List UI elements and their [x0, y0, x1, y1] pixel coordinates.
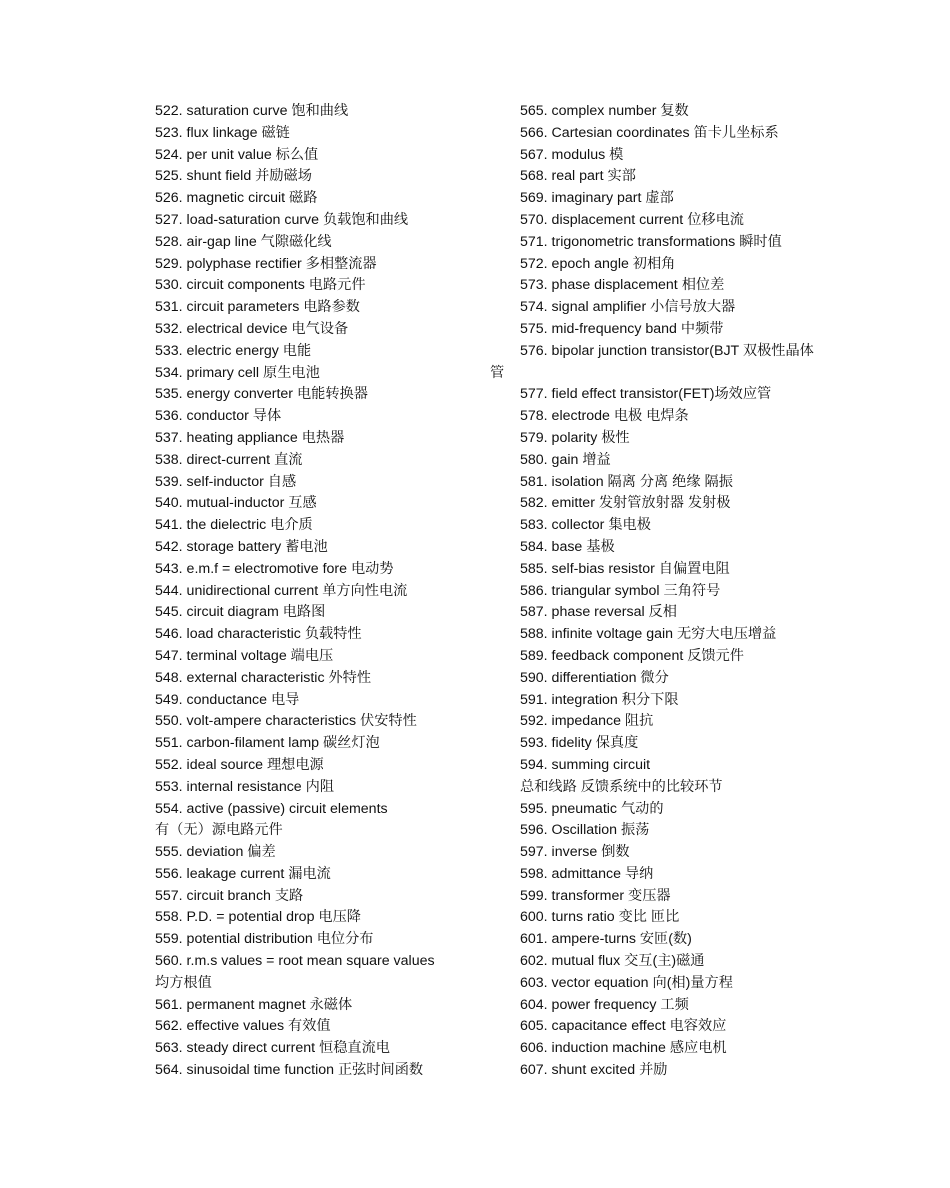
glossary-entry: 588. infinite voltage gain 无穷大电压增益: [520, 626, 777, 643]
glossary-entry: 566. Cartesian coordinates 笛卡儿坐标系: [520, 124, 779, 141]
glossary-entry: 576. bipolar junction transistor(BJT 双极性晶体: [520, 342, 814, 359]
glossary-entry: 540. mutual-inductor 互感: [155, 495, 317, 512]
right-glossary-column: [520, 101, 840, 1082]
wrapped-character: 管: [490, 365, 505, 381]
glossary-entry: 542. storage battery 蓄电池: [155, 538, 328, 555]
glossary-entry: 584. base 基极: [520, 538, 615, 555]
glossary-entry: 525. shunt field 并励磁场: [155, 168, 312, 185]
glossary-entry: 527. load-saturation curve 负载饱和曲线: [155, 211, 409, 228]
glossary-entry: 582. emitter 发射管放射器 发射极: [520, 495, 731, 512]
glossary-entry: 530. circuit components 电路元件: [155, 277, 366, 294]
glossary-entry: 599. transformer 变压器: [520, 887, 671, 904]
glossary-entry: 580. gain 增益: [520, 451, 611, 468]
glossary-entry: 552. ideal source 理想电源: [155, 756, 324, 773]
glossary-entry: 545. circuit diagram 电路图: [155, 604, 326, 621]
glossary-entry: 596. Oscillation 振荡: [520, 822, 650, 839]
glossary-entry: 568. real part 实部: [520, 168, 636, 185]
glossary-entry: 561. permanent magnet 永磁体: [155, 996, 353, 1013]
glossary-entry: 536. conductor 导体: [155, 408, 282, 425]
glossary-entry: 583. collector 集电极: [520, 517, 651, 534]
glossary-entry: 574. signal amplifier 小信号放大器: [520, 299, 736, 316]
glossary-entry: 570. displacement current 位移电流: [520, 211, 744, 228]
glossary-entry: 581. isolation 隔离 分离 绝缘 隔振: [520, 473, 733, 490]
glossary-entry: 541. the dielectric 电介质: [155, 517, 313, 534]
glossary-entry: 555. deviation 偏差: [155, 844, 276, 861]
glossary-entry: 598. admittance 导纳: [520, 865, 654, 882]
glossary-entry: 590. differentiation 微分: [520, 669, 669, 686]
glossary-entry: 557. circuit branch 支路: [155, 887, 304, 904]
glossary-entry: 539. self-inductor 自感: [155, 473, 297, 490]
glossary-entry: 579. polarity 极性: [520, 429, 630, 446]
glossary-entry: 573. phase displacement 相位差: [520, 277, 725, 294]
glossary-entry: 523. flux linkage 磁链: [155, 124, 290, 141]
glossary-entry: 559. potential distribution 电位分布: [155, 931, 374, 948]
glossary-entry: 558. P.D. = potential drop 电压降: [155, 909, 361, 926]
glossary-entry: 606. induction machine 感应电机: [520, 1040, 727, 1057]
glossary-entry: 587. phase reversal 反相: [520, 604, 677, 621]
glossary-entry: 554. active (passive) circuit elements: [155, 800, 388, 817]
glossary-entry: 565. complex number 复数: [520, 103, 689, 119]
glossary-entry: 563. steady direct current 恒稳直流电: [155, 1040, 390, 1057]
glossary-entry: 577. field effect transistor(FET)场效应管: [520, 386, 772, 403]
glossary-entry: 538. direct-current 直流: [155, 451, 303, 468]
glossary-entry: 537. heating appliance 电热器: [155, 429, 345, 446]
glossary-entry: 593. fidelity 保真度: [520, 735, 639, 752]
glossary-entry: 592. impedance 阻抗: [520, 713, 654, 730]
glossary-entry: 534. primary cell 原生电池: [155, 364, 320, 381]
glossary-entry: 553. internal resistance 内阻: [155, 778, 335, 795]
glossary-entry: 533. electric energy 电能: [155, 342, 312, 359]
glossary-entry: 551. carbon-filament lamp 碳丝灯泡: [155, 735, 380, 752]
glossary-entry: 535. energy converter 电能转换器: [155, 386, 368, 403]
glossary-entry: 591. integration 积分下限: [520, 691, 679, 708]
glossary-entry: 547. terminal voltage 端电压: [155, 647, 334, 664]
glossary-entry: 569. imaginary part 虚部: [520, 190, 674, 207]
glossary-entry: 546. load characteristic 负载特性: [155, 626, 362, 643]
glossary-entry: 532. electrical device 电气设备: [155, 320, 349, 337]
glossary-entry: 567. modulus 模: [520, 146, 624, 163]
glossary-entry: 603. vector equation 向(相)量方程: [520, 974, 733, 991]
glossary-entry: 605. capacitance effect 电容效应: [520, 1018, 727, 1035]
glossary-entry: 543. e.m.f = electromotive fore 电动势: [155, 560, 394, 577]
glossary-entry: 522. saturation curve 饱和曲线: [155, 103, 349, 119]
glossary-entry: 529. polyphase rectifier 多相整流器: [155, 255, 377, 272]
glossary-entry: 531. circuit parameters 电路参数: [155, 299, 360, 316]
glossary-entry: [520, 363, 840, 385]
glossary-entry: 548. external characteristic 外特性: [155, 669, 372, 686]
glossary-entry: 601. ampere-turns 安匝(数): [520, 931, 692, 948]
glossary-entry: 586. triangular symbol 三角符号: [520, 582, 721, 599]
glossary-entry: 594. summing circuit: [520, 756, 651, 773]
glossary-entry: 585. self-bias resistor 自偏置电阻: [520, 560, 730, 577]
glossary-entry: 595. pneumatic 气动的: [520, 800, 664, 817]
glossary-entry: 528. air-gap line 气隙磁化线: [155, 233, 332, 250]
glossary-entry: 549. conductance 电导: [155, 691, 300, 708]
glossary-entry: 600. turns ratio 变比 匝比: [520, 909, 680, 926]
glossary-entry: 556. leakage current 漏电流: [155, 865, 331, 882]
glossary-entry: 589. feedback component 反馈元件: [520, 647, 744, 664]
left-glossary-column: [155, 101, 500, 1082]
glossary-entry: 602. mutual flux 交互(主)磁通: [520, 953, 705, 970]
glossary-entry: 597. inverse 倒数: [520, 844, 630, 861]
glossary-entry: 562. effective values 有效值: [155, 1018, 331, 1035]
glossary-entry: 560. r.m.s values = root mean square values: [155, 953, 435, 970]
glossary-entry: 526. magnetic circuit 磁路: [155, 190, 318, 207]
glossary-entry: 524. per unit value 标么值: [155, 146, 319, 163]
glossary-entry: 均方根值: [155, 974, 212, 991]
glossary-entry: 572. epoch angle 初相角: [520, 255, 676, 272]
glossary-entry: 550. volt-ampere characteristics 伏安特性: [155, 713, 417, 730]
glossary-entry: 571. trigonometric transformations 瞬时值: [520, 233, 782, 250]
glossary-entry: 604. power frequency 工频: [520, 996, 689, 1013]
glossary-entry: 578. electrode 电极 电焊条: [520, 408, 689, 425]
glossary-entry: 有（无）源电路元件: [155, 822, 283, 839]
glossary-entry: 564. sinusoidal time function 正弦时间函数: [155, 1062, 424, 1079]
glossary-entry: 575. mid-frequency band 中频带: [520, 320, 724, 337]
glossary-entry: 607. shunt excited 并励: [520, 1062, 668, 1079]
glossary-entry: 总和线路 反馈系统中的比较环节: [520, 778, 723, 795]
glossary-entry: 544. unidirectional current 单方向性电流: [155, 582, 408, 599]
